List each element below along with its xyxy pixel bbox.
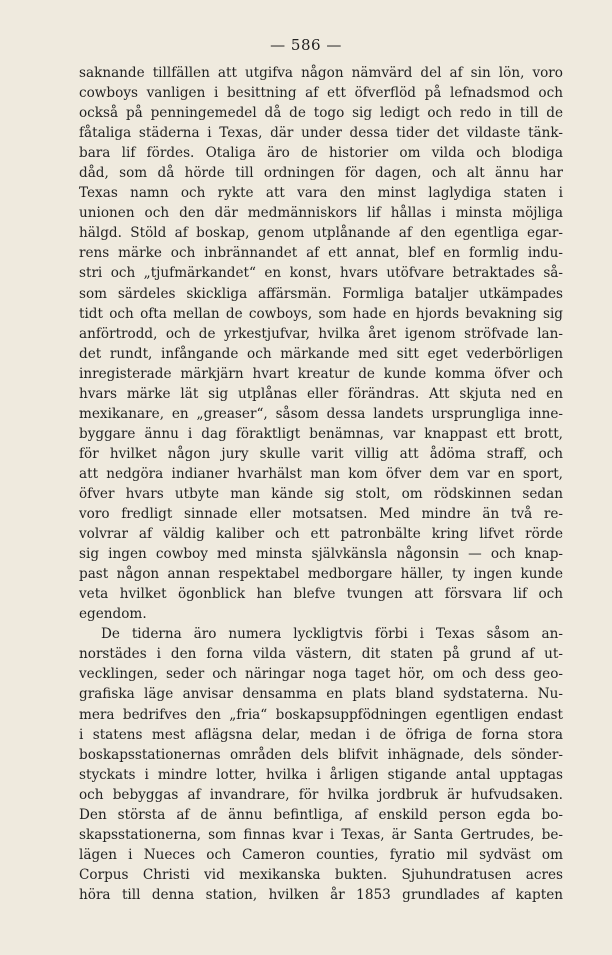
text-line: veta hvilket ögonblick han blefve tvungen att försvara lif och <box>79 586 563 603</box>
text-line: De tiderna äro numera lyckligtvis förbi i Texas såsom an- <box>101 626 563 643</box>
text-line: för hvilket någon jury skulle varit villig att ådöma straff, och <box>79 445 563 462</box>
text-line: dåd, som då hörde till ordningen för dagen, och alt ännu har <box>79 165 563 182</box>
text-line: det rundt, infångande och märkande med sitt eget vederbörligen <box>79 345 563 362</box>
text-line: lägen i Nueces och Cameron counties, fyratio mil sydväst om <box>79 846 563 863</box>
text-line: vecklingen, seder och näringar noga taget hör, om och dess geo- <box>79 666 563 683</box>
text-line: norstädes i den forna vilda västern, dit staten på grund af ut- <box>79 646 563 663</box>
text-line: boskapsstationernas områden dels blifvit inhägnade, dels sönder- <box>79 746 563 763</box>
text-line: bara lif fördes. Otaliga äro de historier om vilda och blodiga <box>79 145 563 162</box>
text-line: som särdeles skickliga affärsmän. Formliga bataljer utkämpades <box>79 285 563 302</box>
text-line: höra till denna station, hvilken år 1853 grundlades af kapten <box>79 886 563 903</box>
text-line: mexikanare, en „greaser“, såsom dessa landets ursprungliga inne- <box>79 405 563 422</box>
text-line: att nedgöra indianer hvarhälst man kom öfver dem var en sport, <box>79 465 563 482</box>
text-line: och bebyggas af invandrare, för hvilka jordbruk är hufvudsaken. <box>79 786 563 803</box>
text-line: sig ingen cowboy med minsta självkänsla någonsin — och knap- <box>79 546 563 563</box>
text-line: voro fredligt sinnade eller motsatsen. Med mindre än två re- <box>79 506 563 523</box>
text-line: unionen och den där medmänniskors lif hållas i minsta möjliga <box>79 205 563 222</box>
text-line: tidt och ofta mellan de cowboys, som hade en hjords bevakning sig <box>79 305 563 322</box>
text-line: Den största af de ännu befintliga, af enskild person egda bo- <box>79 806 563 823</box>
text-line: grafiska läge anvisar densamma en plats bland sydstaterna. Nu- <box>79 686 563 703</box>
text-line: rens märke och inbrännandet af ett annat, blef en formlig indu- <box>79 245 563 262</box>
text-line: hälgd. Stöld af boskap, genom utplånande af den egentliga egar- <box>79 225 563 242</box>
text-line: cowboys vanligen i besittning af ett öfverflöd på lefnadsmod och <box>79 85 563 102</box>
page-number: — 586 — <box>270 36 342 54</box>
text-line: egendom. <box>79 606 147 623</box>
text-line: också på penningemedel då de togo sig ledigt och redo in till de <box>79 105 563 122</box>
text-line: i statens mest aflägsna delar, medan i de öfriga de forna stora <box>79 726 563 743</box>
text-line: styckats i mindre lotter, hvilka i årligen stigande antal upptagas <box>79 766 563 783</box>
text-line: öfver hvars utbyte man kände sig stolt, om rödskinnen sedan <box>79 485 563 502</box>
text-line: mera bedrifves den „fria“ boskapsuppfödningen egentligen endast <box>79 706 563 723</box>
body-text <box>79 63 563 905</box>
text-line: hvars märke lät sig utplånas eller förändras. Att skjuta ned en <box>79 385 563 402</box>
text-line: skapsstationerna, som finnas kvar i Texas, är Santa Gertrudes, be- <box>79 826 563 843</box>
text-line: fåtaliga städerna i Texas, där under dessa tider det vildaste tänk- <box>79 125 563 142</box>
text-line: saknande tillfällen att utgifva någon nämvärd del af sin lön, voro <box>79 65 563 81</box>
text-line: anförtrodd, och de yrkestjufvar, hvilka året igenom ströfvade lan- <box>79 325 563 342</box>
text-line: inregisterade märkjärn hvart kreatur de kunde komma öfver och <box>79 365 563 382</box>
text-line: Corpus Christi vid mexikanska bukten. Sjuhundratusen acres <box>79 866 563 883</box>
text-line: stri och „tjufmärkandet“ en konst, hvars utöfvare betraktades så- <box>79 265 563 282</box>
text-line: byggare ännu i dag föraktligt benämnas, var knappast ett brott, <box>79 425 563 442</box>
text-line: volvrar af väldig kaliber och ett patronbälte kring lifvet rörde <box>79 526 563 543</box>
text-line: Texas namn och rykte att vara den minst laglydiga staten i <box>79 185 563 202</box>
text-line: past någon annan respektabel medborgare häller, ty ingen kunde <box>79 566 563 583</box>
